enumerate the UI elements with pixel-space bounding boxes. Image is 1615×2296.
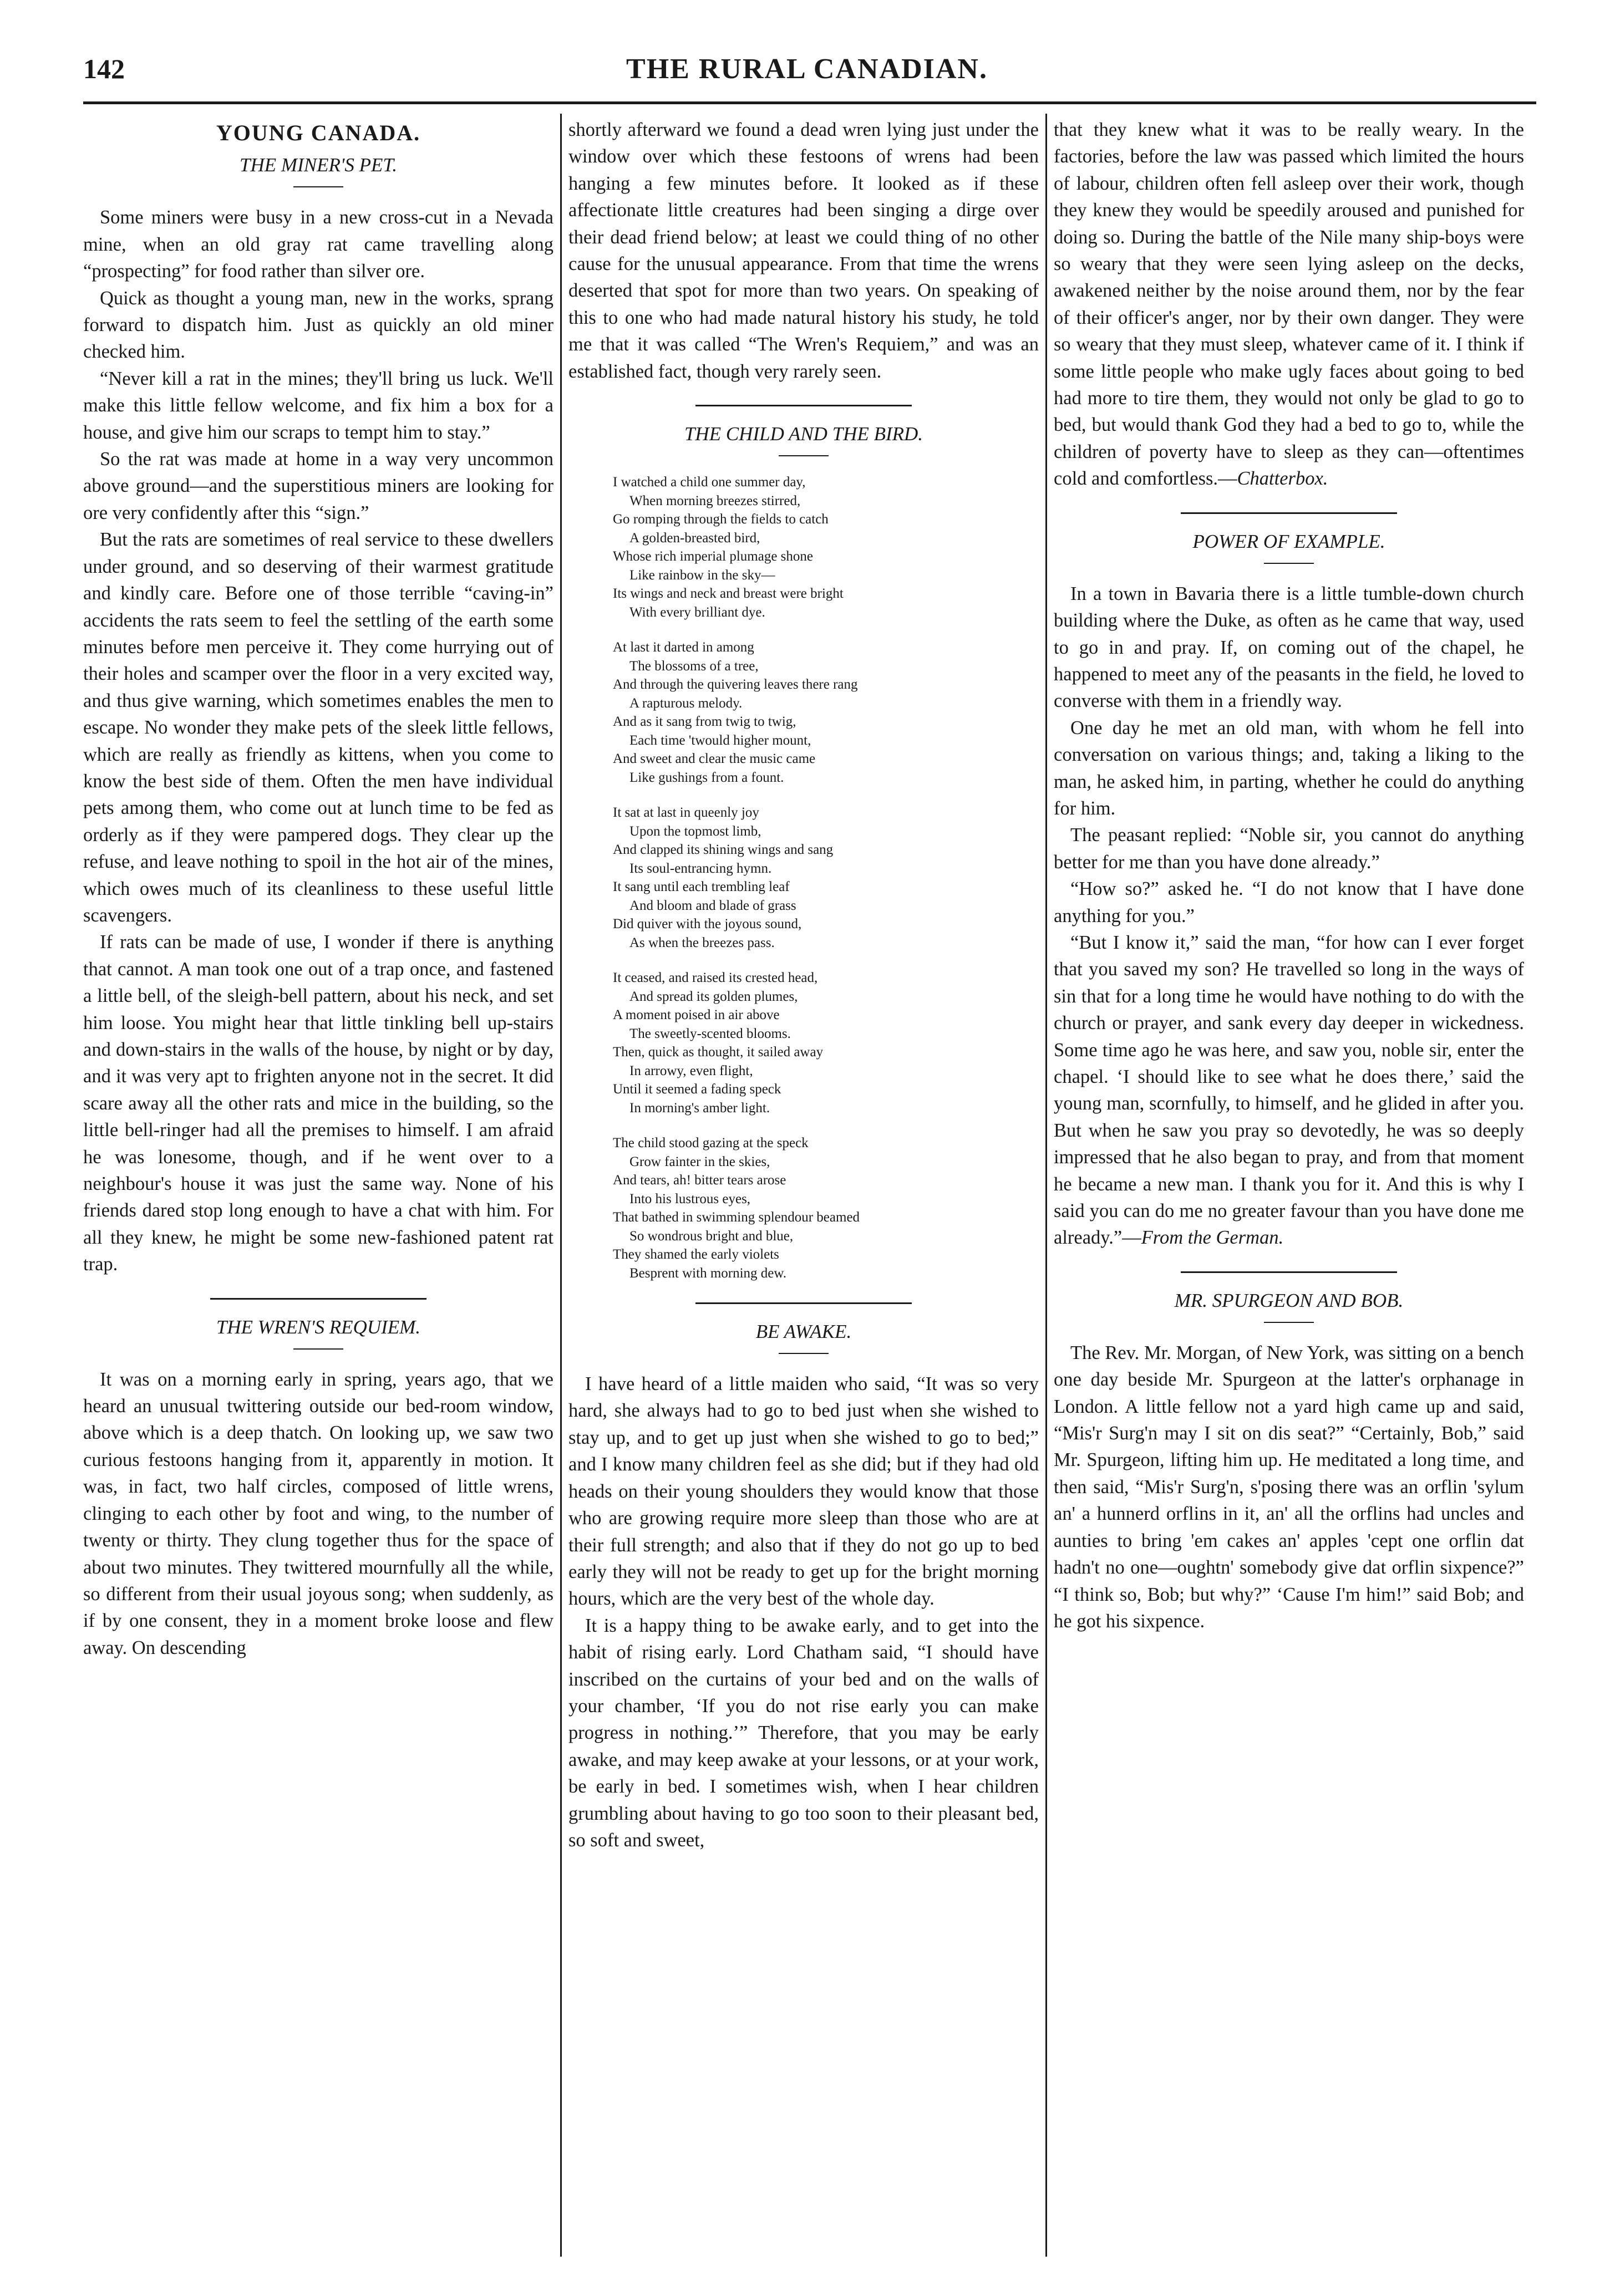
poem-line: Like gushings from a fount. [629,770,784,785]
article-paragraph: So the rat was made at home in a way very uncommon above ground—and the superstitious miners are looking for ore very confidently after this “sign.” [83,449,553,523]
title-rule [293,186,343,187]
column-3 [1054,116,1524,2257]
column-2 [568,116,1039,2257]
title-rule [293,1348,343,1350]
title-rule [779,1353,829,1354]
poem-line: As when the breezes pass. [629,935,775,950]
poem-line: And tears, ah! bitter tears arose [613,1173,786,1188]
article-credit: Chatterbox. [1237,468,1328,490]
poem-line: It sang until each trembling leaf [613,879,790,895]
article-paragraph: “How so?” asked he. “I do not know that I have done anything for you.” [1054,878,1524,926]
poem-line: In arrowy, even flight, [629,1063,753,1078]
article-paragraph: shortly afterward we found a dead wren lying just under the window over which these festoons of wrens had been hanging a few minutes before. It looked as if these affectionate little creatures had been singing a dirge over their dead friend below; at least we could thing of no other cause for the unusual appearance. From that time the wrens deserted that spot for more than two years. On speaking of this to one who had made natural history his study, he told me that it was called “The Wren's Requiem,” and was an established fact, though very rarely seen. [568,119,1039,382]
poem-line: Its wings and neck and breast were bright [613,586,844,602]
poem-line: They shamed the early violets [613,1247,779,1262]
poem-line: A rapturous melody. [629,695,743,711]
poem-line: Like rainbow in the sky— [629,567,775,583]
article-separator [695,1302,912,1304]
column-divider [560,114,562,2257]
poem-stanza [613,1134,1039,1282]
article-paragraph: One day he met an old man, with whom he fell into conversation on various things; and, taking a liking to the man, he asked him, in parting, whether he could do anything for him. [1054,717,1524,819]
article-separator [1181,1271,1397,1273]
page-header [83,53,1531,97]
poem-stanza [613,638,1039,787]
poem-line: Go romping through the fields to catch [613,512,829,527]
poem-line: I watched a child one summer day, [613,475,806,490]
article-paragraph: The peasant replied: “Noble sir, you cannot do anything better for me than you have done already.” [1054,824,1524,873]
poem-title: THE CHILD AND THE BIRD. [684,423,923,445]
poem-line: And as it sang from twig to twig, [613,714,796,730]
article-title: THE MINER'S PET. [240,154,397,176]
article-separator [695,405,912,406]
header-rule [83,101,1536,104]
poem-line: Then, quick as thought, it sailed away [613,1045,824,1060]
article-paragraph: It was on a morning early in spring, years ago, that we heard an unusual twittering outside our bed-room window, above which is a deep thatch. On looking up, we saw two curious festoons hanging from it, apparently in motion. It was, in fact, two half circles, composed of little wrens, clinging to each other by foot and wing, to the number of twenty or thirty. They clung together thus for the space of about two minutes. They twittered mournfully all the while, so different from their usual joyous song; when suddenly, as if by one consent, they in a moment broke loose and flew away. On descending [83,1368,553,1658]
column-1 [83,116,553,2257]
article-title: MR. SPURGEON AND BOB. [1174,1289,1404,1311]
article-paragraph: In a town in Bavaria there is a little tumble-down church building where the Duke, as often as he came that way, used to go in and pray. If, on coming out of the chapel, he happened to meet any of the peasants in the field, he loved to converse with them in a friendly way. [1054,583,1524,712]
title-rule [1264,1322,1314,1323]
poem-line: And spread its golden plumes, [629,989,798,1004]
poem-line: That bathed in swimming splendour beamed [613,1210,860,1225]
article-title: POWER OF EXAMPLE. [1192,530,1385,552]
poem-line: Until it seemed a fading speck [613,1082,781,1097]
poem-stanza [613,803,1039,952]
article-paragraph: The Rev. Mr. Morgan, of New York, was sitting on a bench one day beside Mr. Spurgeon at the latter's orphanage in London. A little fellow not a yard high came up and said, “Mis'r Surg'n may I sit on dis seat?” “Certainly, Bob,” said Mr. Spurgeon, lifting him up. He meditated a long time, and then said, “Mis'r Surg'n, s'posing there was an orflin 'sylum an' a hunnerd orflins in it, an' all the orflins had uncles and aunties to bring 'em cakes an' apples 'cept one orflin dat hadn't no one—oughtn' somebody give dat orflin sixpence?” “I think so, Bob; but why?” ‘Cause I'm him!” said Bob; and he got his sixpence. [1054,1342,1524,1632]
poem-line: Did quiver with the joyous sound, [613,917,802,932]
poem-line: A golden-breasted bird, [629,530,760,546]
article-paragraph: It is a happy thing to be awake early, and to get into the habit of rising early. Lord Chatham said, “I should have inscribed on the curtains of your bed and on the walls of your chamber, ‘If you do not rise early you can make progress in nothing.’” Therefore, that you may be early awake, and may keep awake at your lessons, or at your work, be early in bed. I sometimes wish, when I hear children grumbling about having to go too soon to their pleasant bed, so soft and sweet, [568,1615,1039,1851]
poem-line: In morning's amber light. [629,1100,770,1116]
poem-line: The blossoms of a tree, [629,658,759,674]
poem-line: Whose rich imperial plumage shone [613,549,813,564]
poem-line: When morning breezes stirred, [629,493,801,508]
poem-line: Each time 'twould higher mount, [629,732,811,748]
paper-title: THE RURAL CANADIAN. [626,53,988,85]
poem-line: Its soul-entrancing hymn. [629,861,772,876]
article-separator [210,1298,426,1300]
article-paragraph: If rats can be made of use, I wonder if there is anything that cannot. A man took one out of a trap once, and fastened a little bell, of the sleigh-bell pattern, about his neck, and set him loose. You might hear that little tinkling bell up-stairs and down-stairs in the walls of the house, by night or by day, and it was very apt to frighten anyone not in the secret. It did scare away all the other rats and mice in the building, so the little bell-ringer had all the premises to himself. I am afraid he was lonesome, though, and if he went over to a neighbour's house it was just the same way. None of his friends dared stop long enough to have a chat with him. For all they knew, he might be some new-fashioned patent rat trap. [83,931,553,1275]
section-heading: YOUNG CANADA. [216,120,421,145]
article-paragraph: Some miners were busy in a new cross-cut in a Nevada mine, when an old gray rat came travelling along “prospecting” for food rather than silver ore. [83,207,553,282]
poem-line: At last it darted in among [613,640,754,655]
poem-line: Besprent with morning dew. [629,1265,787,1281]
article-separator [1181,512,1397,514]
poem-line: So wondrous bright and blue, [629,1228,794,1244]
poem-line: Into his lustrous eyes, [629,1191,751,1206]
poem-line: Upon the topmost limb, [629,823,761,839]
article-paragraph [1054,929,1524,1251]
poem-line: And sweet and clear the music came [613,751,816,767]
article-credit: From the German. [1141,1227,1284,1249]
article-paragraph: I have heard of a little maiden who said, “It was so very hard, she always had to go to bed just when she wished to stay up, and to get up just when she wished to go to bed;” and I know many children feel as she did; but if they had old heads on their young shoulders they would know that those who are growing require more sleep than those who are at their full strength; and also that if they do not go up to bed early they will not be ready to get up for the bright morning hours, which are the very best of the whole day. [568,1373,1039,1610]
column-divider [1045,114,1047,2257]
poem-line: The child stood gazing at the speck [613,1136,809,1151]
page-number: 142 [83,53,125,84]
poem-stanza [613,969,1039,1117]
poem-line: The sweetly-scented blooms. [629,1026,791,1041]
article-paragraph: “Never kill a rat in the mines; they'll bring us luck. We'll make this little fellow welcome, and fix him a box for a house, and give him our scraps to tempt him to stay.” [83,368,553,443]
article-paragraph: But the rats are sometimes of real service to these dwellers under ground, and so deserving of their warmest gratitude and kindly care. Before one of those terrible “caving-in” accidents the rats seem to feel the settling of the earth some minutes before men perceive it. They come hurrying out of their holes and scamper over the floor in a very excited way, and thus give warning, which sometimes enables the men to escape. No wonder they make pets of the sleek little fellows, which are really as friendly as kittens, when you come to know the best side of them. Often the men have individual pets among them, who come out at lunch time to be fed as orderly as if they were pampered dogs. They clear up the refuse, and leave nothing to spoil in the hot air of the mines, which owes much of its cleanliness to these useful little scavengers. [83,529,553,926]
article-title: BE AWAKE. [755,1321,852,1343]
poem-line: It sat at last in queenly joy [613,805,759,821]
poem-line: With every brilliant dye. [629,604,765,620]
poem-line: And through the quivering leaves there rang [613,677,858,693]
article-text: that they knew what it was to be really weary. In the factories, before the law was passed which limited the hours of labour, children often fell asleep over their work, though they knew they would be speedily aroused and punished for doing so. During the battle of the Nile many ship-boys were so weary that they were seen lying asleep on the decks, awakened neither by the noise around them, nor by the fear of their officer's anger, nor by their own danger. They were so weary that they must sleep, whatever came of it. I think if some little people who make ugly faces about going to bed had more to tire them, they would not only be glad to go to bed, but would thank God they had a bed to go to, while the children of poverty have to sleep as they can—oftentimes cold and comfortless.— [1054,119,1524,490]
poem-line: A moment poised in air above [613,1007,780,1023]
poem-line: Grow fainter in the skies, [629,1154,770,1169]
poem [613,473,1039,1282]
poem-line: And clapped its shining wings and sang [613,842,834,858]
article-title: THE WREN'S REQUIEM. [216,1316,421,1338]
title-rule [1264,563,1314,564]
article-paragraph: Quick as thought a young man, new in the works, sprang forward to dispatch him. Just as quickly an old miner checked him. [83,287,553,363]
article-text: “But I know it,” said the man, “for how can I ever forget that you saved my son? He travelled so long in the ways of sin that for a long time he would have nothing to do with the church or prayer, and sank every day deeper in wickedness. Some time ago he was here, and saw you, noble sir, enter the chapel. ‘I should like to see what he does there,’ said the young man, scornfully, to himself, and he glided in after you. But when he saw you pray so devotedly, he was so deeply impressed that he also began to pray, and from that moment he became a new man. I thank you for it. And this is why I said you can do me no greater favour than you have done me already.”— [1054,931,1524,1249]
article-paragraph [1054,116,1524,492]
poem-line: And bloom and blade of grass [629,898,796,913]
poem-stanza [613,473,1039,622]
poem-line: It ceased, and raised its crested head, [613,970,818,986]
title-rule [779,455,829,456]
